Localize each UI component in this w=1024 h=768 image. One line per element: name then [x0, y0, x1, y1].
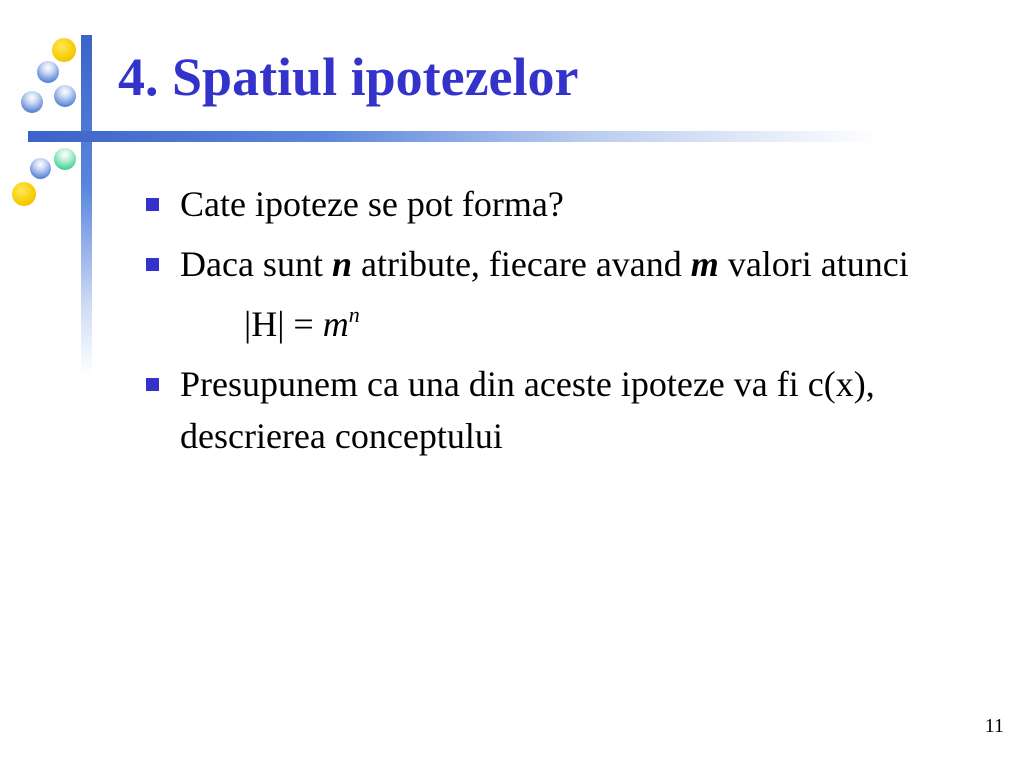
vertical-accent-bar: [81, 35, 92, 375]
bullet-text-part: valori atunci: [718, 244, 909, 284]
decor-dot-icon: [12, 182, 36, 206]
bullet-text: Presupunem ca una din aceste ipoteze va fi c(x), descrierea conceptului: [180, 364, 875, 456]
formula-exponent: n: [348, 302, 360, 327]
square-bullet-icon: [146, 258, 159, 271]
bullet-item: [142, 238, 1002, 290]
bullet-item: [142, 178, 1002, 230]
bullet-text: Cate ipoteze se pot forma?: [180, 184, 564, 224]
horizontal-accent-bar: [28, 131, 878, 142]
square-bullet-icon: [146, 198, 159, 211]
variable-m: m: [690, 244, 719, 284]
square-bullet-icon: [146, 378, 159, 391]
bullet-item: [142, 358, 1002, 462]
slide-title: 4. Spatiul ipotezelor: [118, 47, 579, 107]
formula-lhs: |H| =: [244, 304, 323, 344]
decor-dot-icon: [54, 148, 76, 170]
decor-dot-icon: [37, 61, 59, 83]
decor-dot-icon: [30, 158, 51, 179]
decor-dot-icon: [54, 85, 76, 107]
bullet-text-part: atribute, fiecare avand: [351, 244, 691, 284]
decor-dot-icon: [52, 38, 76, 62]
bullet-list: [142, 178, 1002, 470]
page-number: 11: [984, 715, 1004, 737]
decor-dot-icon: [21, 91, 43, 113]
formula: [142, 298, 1002, 350]
variable-n: n: [331, 244, 352, 284]
formula-base: m: [322, 304, 349, 344]
bullet-text-part: Daca sunt: [180, 244, 332, 284]
